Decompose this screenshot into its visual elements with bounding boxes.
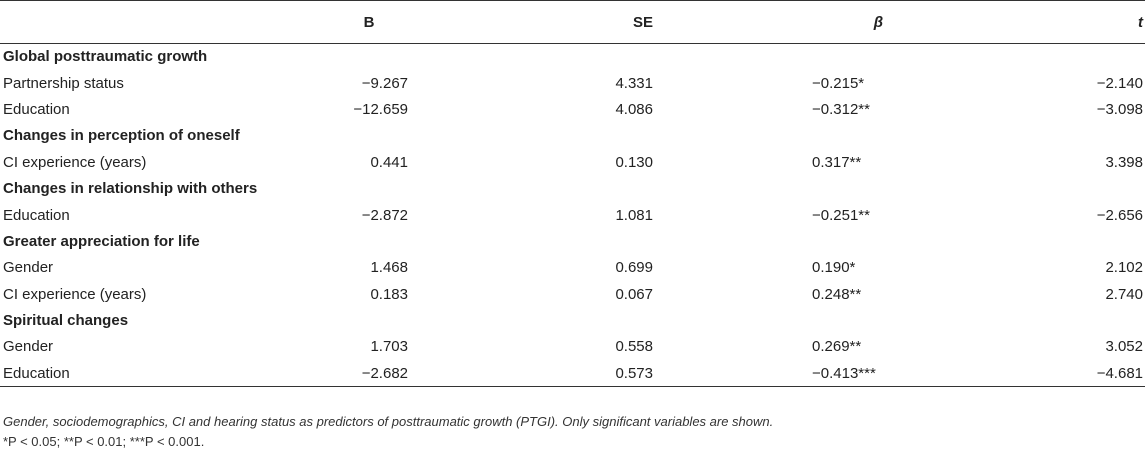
- cell-b: −2.872: [361, 206, 408, 224]
- table-row: [0, 96, 1145, 122]
- table-row: [0, 70, 1145, 96]
- table-row: [0, 255, 1145, 281]
- cell-se: 0.130: [615, 153, 653, 171]
- table-row: [0, 281, 1145, 307]
- header-t: t: [885, 1, 1145, 44]
- cell-se: 0.573: [410, 360, 655, 386]
- footnote-caption: Gender, sociodemographics, CI and hearing status as predictors of posttraumatic growth (PTGI). Only significant variables are shown.: [3, 414, 774, 429]
- group-title-row: [0, 123, 1145, 149]
- cell-t: −2.656: [1096, 206, 1143, 224]
- cell-se: 4.331: [615, 74, 653, 92]
- cell-beta: [655, 281, 885, 307]
- cell-b: 1.703: [370, 338, 408, 356]
- group-title: Changes in relationship with others: [3, 180, 258, 198]
- beta-value: −0.312**: [812, 100, 870, 118]
- header-row: [0, 1, 1145, 44]
- cell-beta: [655, 334, 885, 360]
- cell-beta: [655, 96, 885, 122]
- header-se: SE: [410, 1, 655, 44]
- beta-value: −0.215*: [812, 74, 865, 92]
- beta-value: 0.269**: [812, 338, 862, 356]
- header-empty: [0, 1, 330, 44]
- cell-se: 0.558: [615, 338, 653, 356]
- cell-se: 0.067: [615, 285, 653, 303]
- row-label: CI experience (years): [3, 285, 147, 303]
- beta-value: 0.317**: [812, 153, 862, 171]
- row-label: CI experience (years): [3, 153, 147, 171]
- beta-value: 0.248**: [812, 285, 862, 303]
- beta-value: −0.413***: [812, 364, 876, 382]
- group-title-row: [0, 44, 1145, 70]
- row-label: Education: [3, 100, 70, 118]
- cell-t: 3.398: [1105, 153, 1143, 171]
- cell-t: −4.681: [885, 360, 1145, 386]
- group-title: Greater appreciation for life: [3, 232, 200, 250]
- cell-t: 2.740: [1105, 285, 1143, 303]
- row-label: Education: [3, 206, 70, 224]
- cell-b: −9.267: [361, 74, 408, 92]
- group-title: Changes in perception of oneself: [3, 127, 240, 145]
- table-row: [0, 360, 1145, 386]
- group-title-row: [0, 307, 1145, 333]
- cell-beta: [655, 255, 885, 281]
- cell-t: 2.102: [1105, 259, 1143, 277]
- cell-t: −2.140: [1096, 74, 1143, 92]
- cell-beta: [655, 202, 885, 228]
- table-row: [0, 149, 1145, 175]
- cell-t: 3.052: [1105, 338, 1143, 356]
- header-b: B: [330, 1, 410, 44]
- cell-beta: [655, 70, 885, 96]
- cell-se: 4.086: [615, 100, 653, 118]
- table-footnote: [3, 412, 773, 452]
- cell-t: −3.098: [1096, 100, 1143, 118]
- header-beta: β: [655, 1, 885, 44]
- cell-se: 1.081: [615, 206, 653, 224]
- cell-b: 0.183: [370, 285, 408, 303]
- row-label: Partnership status: [3, 74, 124, 92]
- cell-b: 0.441: [370, 153, 408, 171]
- cell-beta: [655, 149, 885, 175]
- group-title: Spiritual changes: [3, 312, 129, 330]
- group-title-row: [0, 175, 1145, 201]
- group-title: Global posttraumatic growth: [3, 48, 208, 66]
- beta-value: 0.190*: [812, 259, 856, 277]
- cell-b: 1.468: [370, 259, 408, 277]
- cell-b: −2.682: [330, 360, 410, 386]
- row-label: Education: [0, 360, 330, 386]
- group-title-row: [0, 228, 1145, 254]
- table-row: [0, 334, 1145, 360]
- cell-beta: [655, 360, 885, 386]
- beta-value: −0.251**: [812, 206, 870, 224]
- cell-b: −12.659: [353, 100, 408, 118]
- footnote-significance: *P < 0.05; **P < 0.01; ***P < 0.001.: [3, 434, 205, 449]
- table-row: [0, 202, 1145, 228]
- row-label: Gender: [3, 259, 54, 277]
- row-label: Gender: [3, 338, 54, 356]
- cell-se: 0.699: [615, 259, 653, 277]
